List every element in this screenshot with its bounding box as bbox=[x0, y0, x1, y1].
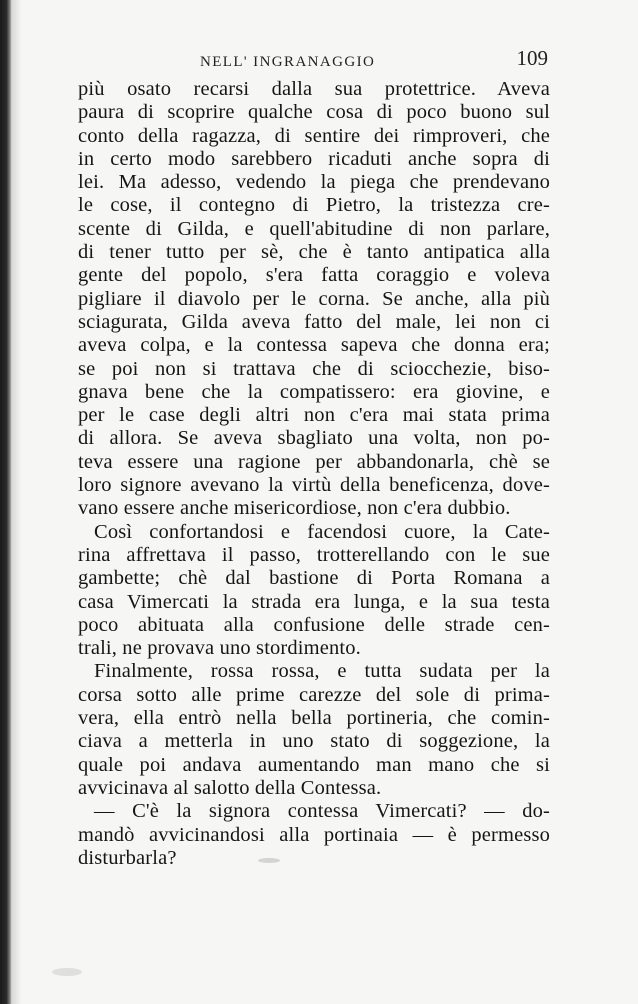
ink-smudge bbox=[52, 968, 82, 976]
text-line: quale poi andava aumentando man mano che si bbox=[78, 753, 550, 776]
text-line: trali, ne provava uno stordimento. bbox=[78, 637, 361, 660]
text-line: lei. Ma adesso, vedendo la piega che prendevano bbox=[78, 171, 550, 194]
text-line: rina affrettava il passo, trotterellando con le sue bbox=[78, 543, 550, 566]
text-line: aveva colpa, e la contessa sapeva che donna era; bbox=[78, 334, 550, 357]
binding-edge bbox=[0, 0, 12, 1004]
text-line: avvicinava al salotto della Contessa. bbox=[78, 776, 382, 799]
text-line: loro signore avevano la virtù della beneficenza, dove- bbox=[78, 474, 550, 497]
text-line: mandò avvicinandosi alla portinaia — è permesso bbox=[78, 823, 550, 846]
body-text bbox=[78, 78, 550, 870]
text-line: più osato recarsi dalla sua protettrice. Aveva bbox=[78, 78, 550, 100]
text-line: gambette; chè dal bastione di Porta Romana a bbox=[78, 567, 550, 590]
text-line: Finalmente, rossa rossa, e tutta sudata per la bbox=[94, 660, 550, 683]
text-line: teva essere una ragione per abbandonarla, chè se bbox=[78, 450, 550, 473]
text-line: sciagurata, Gilda aveva fatto del male, lei non ci bbox=[78, 310, 550, 333]
text-line: — C'è la signora contessa Vimercati? — do- bbox=[94, 800, 550, 823]
text-line: se poi non si trattava che di sciocchezie, biso- bbox=[78, 357, 550, 380]
text-line: corsa sotto alle prime carezze del sole di prima- bbox=[78, 683, 550, 706]
text-line: le cose, il contegno di Pietro, la tristezza cre- bbox=[78, 194, 550, 217]
text-line: di allora. Se aveva sbagliato una volta, non po- bbox=[78, 427, 550, 450]
text-line: per le case degli altri non c'era mai stata prima bbox=[78, 404, 550, 427]
text-line: in certo modo sarebbero ricaduti anche sopra di bbox=[78, 147, 550, 170]
page-number: 109 bbox=[516, 46, 548, 70]
text-line: ciava a metterla in uno stato di soggezione, la bbox=[78, 730, 550, 753]
text-line: Così confortandosi e facendosi cuore, la Cate- bbox=[94, 520, 550, 543]
text-line: di tener tutto per sè, che è tanto antipatica alla bbox=[78, 241, 550, 264]
text-line: gente del popolo, s'era fatta coraggio e voleva bbox=[78, 264, 550, 287]
text-line: scente di Gilda, e quell'abitudine di non parlare, bbox=[78, 217, 550, 240]
text-line: vera, ella entrò nella bella portineria, che comin- bbox=[78, 707, 550, 730]
text-line: paura di scoprire qualche cosa di poco buono sul bbox=[78, 101, 550, 124]
running-title: NELL' INGRANAGGIO bbox=[200, 54, 376, 70]
binding-shadow bbox=[12, 0, 22, 1004]
ink-smudge bbox=[258, 858, 280, 863]
text-line: vano essere anche misericordiose, non c'era dubbio. bbox=[78, 497, 511, 520]
running-head bbox=[80, 46, 550, 76]
text-line: disturbarla? bbox=[78, 846, 177, 869]
text-line: conto della ragazza, di sentire dei rimproveri, che bbox=[78, 124, 550, 147]
text-line: poco abituata alla confusione delle strade cen- bbox=[78, 613, 550, 636]
text-line: gnava bene che la compatissero: era giovine, e bbox=[78, 380, 550, 403]
text-line: pigliare il diavolo per le corna. Se anche, alla più bbox=[78, 287, 550, 310]
text-line: casa Vimercati la strada era lunga, e la sua testa bbox=[78, 590, 550, 613]
